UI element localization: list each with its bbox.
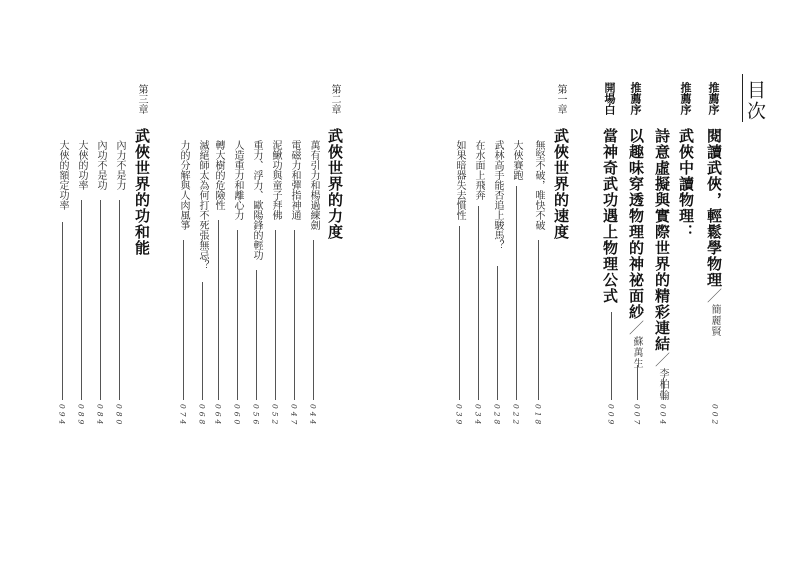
dot-leader: [202, 282, 203, 400]
page-number: 052: [270, 404, 280, 428]
dot-leader: [62, 222, 63, 400]
page-number: 034: [473, 404, 483, 428]
dot-leader: [313, 240, 314, 400]
page-number: 056: [251, 404, 261, 428]
chapter-label: 第一章: [555, 84, 566, 114]
toc-item: 如果暗器失去慣性: [454, 140, 465, 220]
toc-item: 轉大樹的危險性: [213, 140, 224, 210]
preface-label: 推薦序: [707, 82, 720, 115]
preface-author: 李柏翰: [657, 368, 668, 401]
dot-leader: [663, 378, 664, 400]
toc-item: 重力、浮力、歐陽鋒的輕功: [251, 140, 262, 260]
dot-leader: [81, 200, 82, 400]
page-number: 018: [533, 404, 543, 428]
title-divider: [742, 74, 743, 122]
dot-leader: [275, 230, 276, 400]
toc-item: 大俠的功率: [76, 140, 87, 190]
toc-item: 武林高手能否追上駿馬？: [492, 140, 503, 250]
preface-title-continued: 詩意虛擬與實際世界的精彩連結／李柏翰: [653, 128, 671, 401]
page-number: 094: [57, 404, 67, 428]
page-number: 074: [178, 404, 188, 428]
chapter-label: 第二章: [329, 84, 340, 114]
dot-leader: [459, 226, 460, 400]
chapter-title: 武俠世界的功和能: [133, 128, 151, 256]
dot-leader: [256, 270, 257, 400]
page-number: 004: [658, 404, 668, 428]
dot-leader: [119, 200, 120, 400]
preface-label: 推薦序: [629, 82, 642, 115]
toc-item: 電磁力和彈指神通: [289, 140, 300, 220]
page-number: 047: [289, 404, 299, 428]
dot-leader: [237, 230, 238, 400]
dot-leader: [497, 266, 498, 400]
chapter-title: 武俠世界的力度: [326, 128, 344, 240]
page-number: 084: [95, 404, 105, 428]
preface-author: 簡麗賢: [709, 304, 720, 337]
page-number: 044: [308, 404, 318, 428]
page-number: 009: [606, 404, 616, 428]
page-number: 060: [232, 404, 242, 428]
opening-title: 當神奇武功遇上物理公式: [601, 128, 619, 304]
dot-leader: [478, 206, 479, 400]
preface-label: 推薦序: [679, 82, 692, 115]
opening-label: 開場白: [603, 82, 616, 115]
page-number: 022: [511, 404, 521, 428]
dot-leader: [611, 312, 612, 400]
toc-item: 泥鰍功與童子拜佛: [270, 140, 281, 220]
toc-item: 無堅不破，唯快不破: [533, 140, 544, 230]
toc-item: 滅絕師太為何打不死張無忌？: [197, 140, 208, 270]
preface-title: 以趣味穿透物理的神祕面紗／蘇萬生: [627, 128, 645, 369]
page-number: 002: [710, 404, 720, 428]
toc-item: 力的分解與人肉風箏: [178, 140, 189, 230]
page-number: 064: [213, 404, 223, 428]
page-number: 007: [632, 404, 642, 428]
dot-leader: [183, 240, 184, 400]
chapter-title: 武俠世界的速度: [552, 128, 570, 240]
preface-title: 閱讀武俠，輕鬆學物理／簡麗賢: [705, 128, 723, 337]
page-number: 028: [492, 404, 502, 428]
page-number: 068: [197, 404, 207, 428]
preface-title: 武俠中讀物理：: [677, 128, 695, 240]
toc-item: 在水面上飛奔: [473, 140, 484, 200]
dot-leader: [637, 365, 638, 400]
toc-item: 萬有引力和楊過練劍: [308, 140, 319, 230]
chapter-label: 第三章: [136, 84, 147, 114]
page-number: 039: [454, 404, 464, 428]
dot-leader: [294, 230, 295, 400]
toc-item: 內力不是力: [114, 140, 125, 190]
page-title: 目次: [744, 80, 766, 122]
dot-leader: [538, 240, 539, 400]
dot-leader: [100, 200, 101, 400]
page-number: 080: [114, 404, 124, 428]
preface-author: 蘇萬生: [631, 336, 642, 369]
dot-leader: [516, 186, 517, 400]
toc-item: 人造重力和離心力: [232, 140, 243, 220]
toc-item: 大俠的額定功率: [57, 140, 68, 210]
toc-item: 內功不是功: [95, 140, 106, 190]
dot-leader: [218, 220, 219, 400]
page-number: 089: [76, 404, 86, 428]
toc-item: 大俠賽跑: [511, 140, 522, 180]
